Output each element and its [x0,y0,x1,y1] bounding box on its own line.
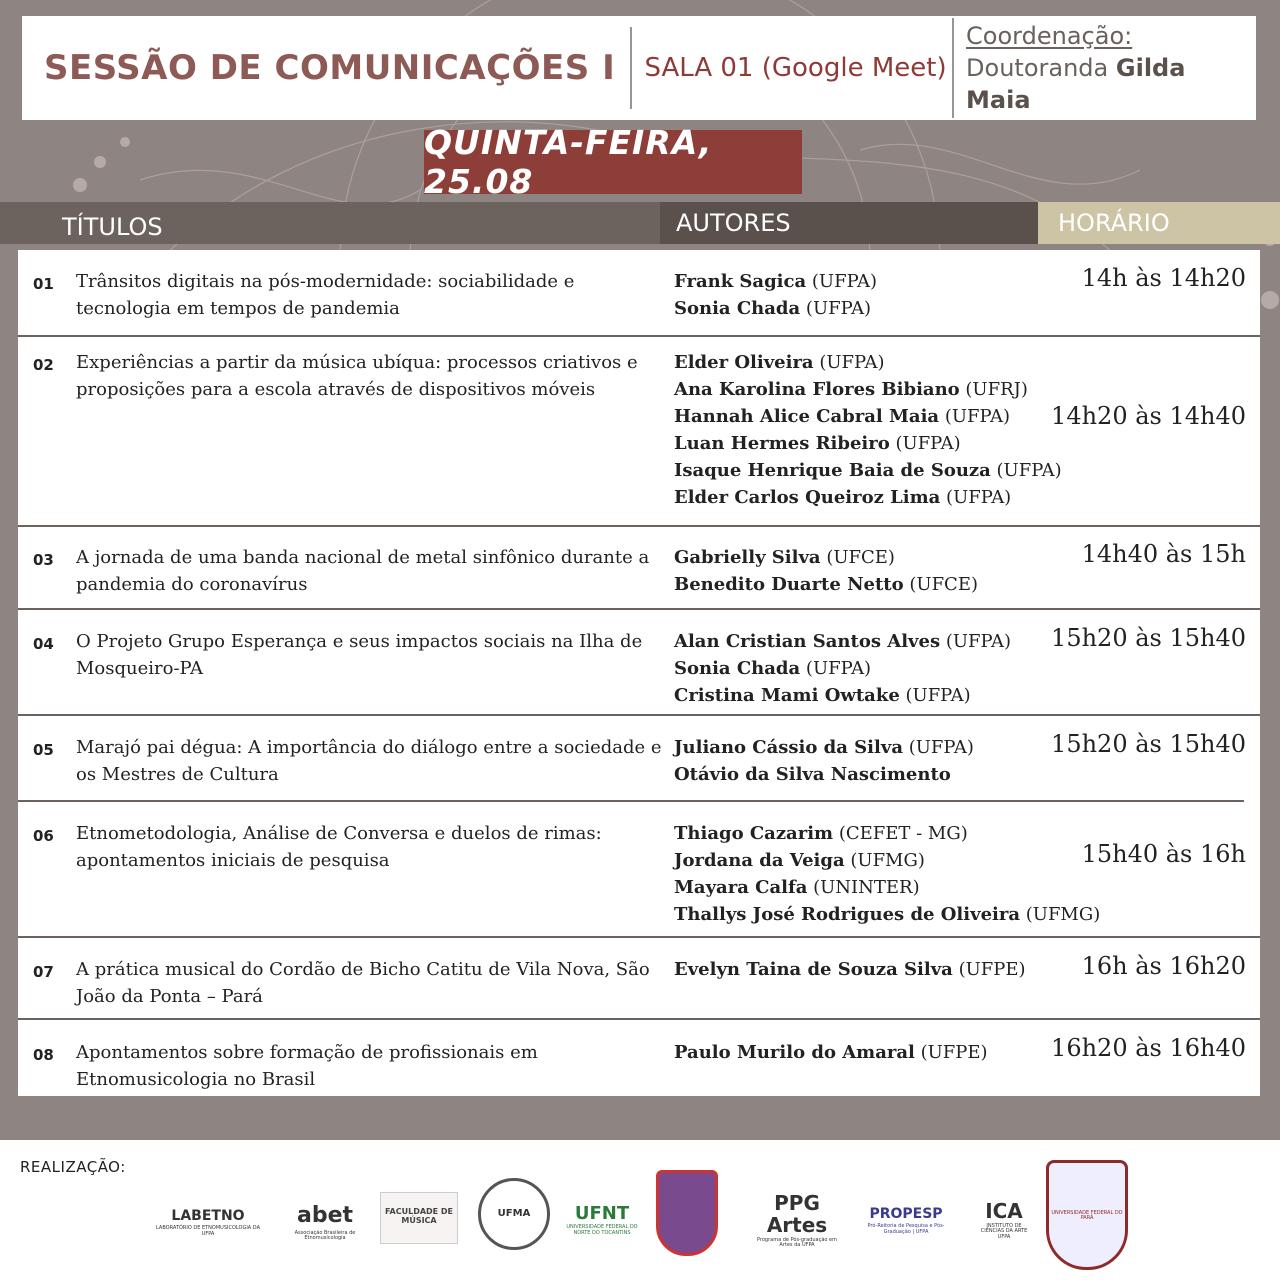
author [674,571,1094,598]
row-number: 04 [33,635,54,653]
room-label: SALA 01 (Google Meet) [644,53,947,83]
author-name: Hannah Alice Cabral Maia [674,406,940,427]
author [674,544,1094,571]
author-institution: (UFPA) [819,352,885,373]
author-institution: (UFPA) [996,460,1062,481]
author [674,956,1094,983]
author [674,655,1094,682]
logo-subtitle: INSTITUTO DE CIÊNCIAS DA ARTE UFPA [980,1222,1028,1240]
table-row [18,527,1260,610]
coordinator-name: Gilda Maia [966,54,1186,114]
author [674,628,1094,655]
author-institution: (UFPA) [805,298,872,319]
author [674,430,1094,457]
logo-subtitle: Programa de Pós-graduação em Artes da UFPA [756,1236,837,1248]
row-title: A jornada de uma banda nacional de metal sinfônico durante a pandemia do coronavírus [76,547,650,595]
author-name: Sonia Chada [674,298,801,319]
author-institution: (UFPA) [811,271,878,292]
author-institution: (UFPA) [805,658,872,679]
author [674,901,1101,928]
logo-subtitle: Associação Brasileira de Etnomusicologia [294,1229,356,1242]
row-time: 15h40 às 16h [1081,840,1246,868]
partner-logo [478,1178,550,1250]
row-time: 14h às 14h20 [1081,264,1246,292]
author-institution: (UFPA) [945,631,1011,652]
row-number: 06 [33,827,54,845]
author-name: Cristina Mami Owtake [674,685,900,706]
table-row [18,938,1260,1020]
author-name: Gabrielly Silva [674,547,821,568]
author-institution: (UFCE) [826,547,895,568]
row-title: Etnometodologia, Análise de Conversa e duelos de rimas: apontamentos iniciais de pesquisa [76,823,602,871]
author-institution: (UFPA) [905,685,971,706]
author-name: Otávio da Silva Nascimento [674,764,951,785]
table-row [18,802,1260,938]
partner-logo [152,1198,264,1248]
logo-name: LABETNO [171,1207,245,1224]
coordination [966,20,1256,116]
logo-name: PROPESP [869,1205,943,1222]
row-title: Marajó pai dégua: A importância do diálogo entre a sociedade e os Mestres de Cultura [76,737,662,785]
author-institution: (UFRJ) [965,379,1028,400]
logo-name: UFNT [574,1202,630,1224]
row-authors [674,1039,1094,1066]
table-row [18,337,1260,527]
row-authors [674,734,1094,788]
author [674,682,1094,709]
author-name: Benedito Duarte Netto [674,574,904,595]
partner-logo [656,1170,718,1256]
logo-name: FACULDADE DE MÚSICA [384,1207,454,1225]
author-name: Paulo Murilo do Amaral [674,1042,915,1063]
session-title: SESSÃO DE COMUNICAÇÕES I [44,48,616,88]
author-institution: (UFPE) [958,959,1026,980]
row-number: 03 [33,551,54,569]
footer [0,1140,1280,1280]
author-institution: (UFMG) [1025,904,1101,925]
row-time: 14h20 às 14h40 [1051,402,1246,430]
partner-logo [974,1188,1034,1252]
coordinator-prefix: Doutoranda [966,54,1109,82]
author [674,295,1094,322]
header-divider [630,27,633,109]
column-header-autores: AUTORES [660,202,1038,244]
author-institution: (UFPA) [908,737,974,758]
author-name: Ana Karolina Flores Bibiano [674,379,960,400]
author [674,820,1094,847]
author-institution: (UFMG) [850,850,925,871]
author [674,457,1094,484]
author-name: Frank Sagica [674,271,807,292]
row-authors [674,349,1094,511]
row-number: 02 [33,356,54,374]
day-badge: QUINTA-FEIRA, 25.08 [424,130,802,194]
logo-subtitle: Pró-Reitoria de Pesquisa e Pós-Graduação | UFPA [867,1223,945,1235]
logo-name: ICA [985,1198,1023,1223]
author-name: Sonia Chada [674,658,801,679]
author-name: Mayara Calfa [674,877,808,898]
logo-subtitle: UNIVERSIDADE FEDERAL DO NORTE DO TOCANTINS [566,1224,638,1236]
author [674,376,1094,403]
table-row [18,1020,1260,1096]
author [674,734,1094,761]
schedule-table [18,250,1260,1096]
row-authors [674,628,1094,709]
table-row [18,610,1260,716]
table-row [18,250,1260,337]
row-time: 15h20 às 15h40 [1051,730,1246,758]
author-name: Isaque Henrique Baia de Souza [674,460,991,481]
author [674,349,1094,376]
partner-logo [856,1196,956,1246]
row-authors [674,820,1101,928]
row-number: 08 [33,1046,54,1064]
row-time: 16h20 às 16h40 [1051,1034,1246,1062]
author [674,403,1094,430]
author-institution: (UFPA) [944,406,1011,427]
row-title: Experiências a partir da música ubíqua: processos criativos e proposições para a escola através de dispositivos móveis [76,352,638,400]
partner-logo [380,1192,458,1244]
row-time: 14h40 às 15h [1081,540,1246,568]
column-header-titulos: TÍTULOS [0,202,660,244]
author-institution: (UNINTER) [813,877,920,898]
author-institution: (UFPE) [920,1042,988,1063]
author-institution: (UFPA) [895,433,961,454]
row-authors [674,268,1094,322]
row-number: 01 [33,275,54,293]
author-name: Thiago Cazarim [674,823,834,844]
logo-name: abet [296,1203,354,1229]
realizacao-label: REALIZAÇÃO: [20,1158,126,1176]
author-institution: (UFPA) [946,487,1012,508]
author-name: Elder Oliveira [674,352,814,373]
row-title: Trânsitos digitais na pós-modernidade: sociabilidade e tecnologia em tempos de pandemia [76,271,575,319]
header-box [22,16,1256,120]
author-institution: (UFCE) [909,574,978,595]
partner-logo [752,1192,842,1248]
logo-subtitle: LABORATÓRIO DE ETNOMUSICOLOGIA DA UFPA [156,1225,260,1237]
logo-name: PPG Artes [766,1190,828,1237]
author [674,268,1094,295]
author [674,847,1094,874]
author-name: Elder Carlos Queiroz Lima [674,487,941,508]
row-number: 05 [33,741,54,759]
partner-logo [282,1198,368,1248]
row-title: O Projeto Grupo Esperança e seus impactos sociais na Ilha de Mosqueiro-PA [76,631,643,679]
logo-name: UFMA [497,1207,531,1219]
author-name: Alan Cristian Santos Alves [674,631,941,652]
logo-subtitle: UNIVERSIDADE FEDERAL DO PARÁ [1051,1209,1123,1221]
author-name: Luan Hermes Ribeiro [674,433,890,454]
coordinator [966,52,1256,116]
row-number: 07 [33,963,54,981]
column-header-horario: HORÁRIO [1038,202,1280,244]
author [674,484,1094,511]
row-title: Apontamentos sobre formação de profissionais em Etnomusicologia no Brasil [76,1042,538,1090]
partner-logo [566,1192,638,1248]
partner-logo [1046,1160,1128,1270]
author-name: Evelyn Taina de Souza Silva [674,959,953,980]
table-row [18,716,1260,802]
header-divider [952,18,954,118]
author-name: Thallys José Rodrigues de Oliveira [674,904,1021,925]
author [674,761,1094,788]
author [674,874,1094,901]
row-time: 15h20 às 15h40 [1051,624,1246,652]
row-authors [674,956,1094,983]
author-name: Jordana da Veiga [674,850,845,871]
author-name: Juliano Cássio da Silva [674,737,903,758]
row-time: 16h às 16h20 [1081,952,1246,980]
author [674,1039,1094,1066]
row-title: A prática musical do Cordão de Bicho Catitu de Vila Nova, São João da Ponta – Pará [76,959,650,1007]
author-institution: (CEFET - MG) [838,823,968,844]
coordination-label: Coordenação: [966,22,1133,50]
row-authors [674,544,1094,598]
